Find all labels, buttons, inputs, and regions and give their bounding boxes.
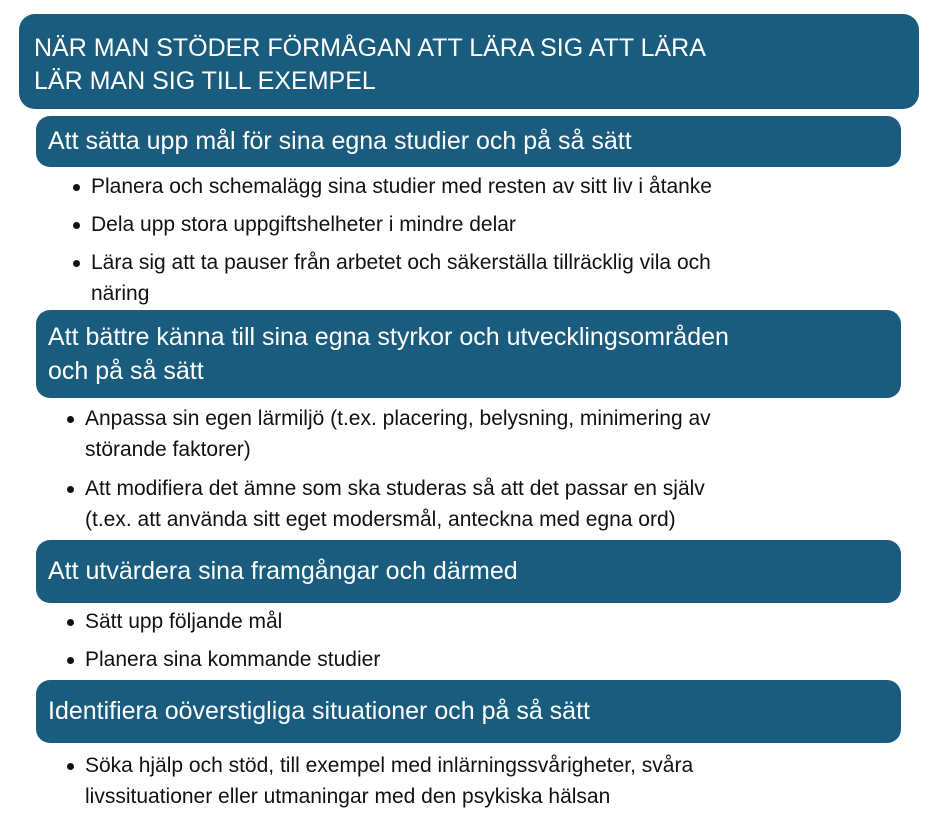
list-item: Sätt upp följande mål bbox=[67, 606, 380, 637]
main-title-line-1: NÄR MAN STÖDER FÖRMÅGAN ATT LÄRA SIG ATT LÄRA bbox=[34, 34, 706, 62]
section-4-list bbox=[67, 750, 693, 812]
section-1-list bbox=[73, 171, 712, 309]
section-2-heading-line-1: Att bättre känna till sina egna styrkor och utvecklingsområden bbox=[48, 323, 729, 351]
list-item: Lära sig att ta pauser från arbetet och säkerställa tillräcklig vila och näring bbox=[73, 247, 712, 309]
section-3-heading-box bbox=[36, 540, 901, 603]
section-1-heading-box bbox=[36, 116, 901, 167]
section-3-heading: Att utvärdera sina framgångar och därmed bbox=[48, 557, 518, 585]
list-item: Att modifiera det ämne som ska studeras så att det passar en själv (t.ex. att använda sitt eget modersmål, anteckna med egna ord) bbox=[67, 473, 711, 535]
section-4-heading: Identifiera oöverstigliga situationer och på så sätt bbox=[48, 697, 590, 725]
list-item: Söka hjälp och stöd, till exempel med inlärningssvårigheter, svåra livssituationer eller utmaningar med den psykiska hälsan bbox=[67, 750, 693, 812]
section-1-heading: Att sätta upp mål för sina egna studier och på så sätt bbox=[48, 127, 632, 155]
section-2-heading-box bbox=[36, 310, 901, 398]
list-item: Anpassa sin egen lärmiljö (t.ex. placering, belysning, minimering av störande faktorer) bbox=[67, 403, 711, 465]
main-title-line-2: LÄR MAN SIG TILL EXEMPEL bbox=[34, 67, 376, 95]
section-4-heading-box bbox=[36, 680, 901, 743]
section-3-list bbox=[67, 606, 380, 675]
list-item: Planera sina kommande studier bbox=[67, 644, 380, 675]
main-title-box bbox=[19, 14, 919, 109]
section-2-heading-line-2: och på så sätt bbox=[48, 357, 204, 385]
list-item: Dela upp stora uppgiftshelheter i mindre delar bbox=[73, 209, 712, 240]
list-item: Planera och schemalägg sina studier med resten av sitt liv i åtanke bbox=[73, 171, 712, 202]
section-2-list bbox=[67, 403, 711, 535]
